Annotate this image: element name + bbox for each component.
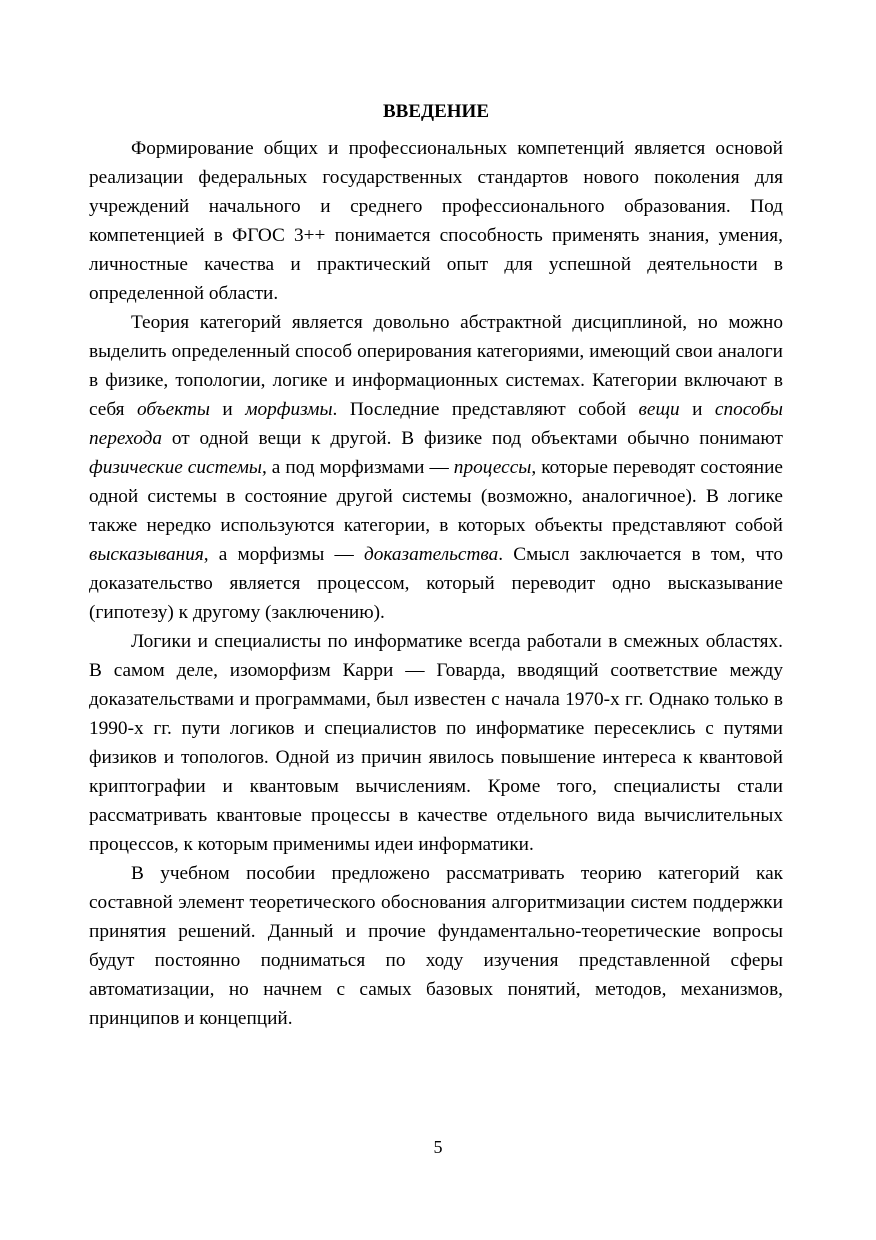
term-things: вещи [638, 399, 680, 420]
paragraph-text: , а морфизмы — [203, 544, 364, 565]
term-morphisms: морфизмы [245, 399, 333, 420]
term-processes: процессы [453, 457, 532, 478]
term-proofs: доказательства [363, 544, 499, 565]
term-statements: высказывания [89, 544, 204, 565]
term-objects: объекты [137, 399, 210, 420]
section-title: ВВЕДЕНИЕ [383, 101, 489, 122]
paragraph-2 [89, 308, 783, 627]
paragraph-1 [89, 134, 783, 308]
paragraph-text: Логики и специалисты по информатике всегда работали в смежных областях. В самом деле, изоморфизм Карри — Говарда, вводящий соответствие между доказательствами и программами, был известен с начала 1970-х гг. Однако только в 1990-х гг. пути логиков и специалистов по информатике пересеклись с путями физиков и топологов. Одной из причин явилось повышение интереса к квантовой криптографии и квантовым вычислениям. Кроме того, специалисты стали рассматривать квантовые процессы в качестве отдельного вида вычислительных процессов, к которым применимы идеи информатики. [89, 631, 783, 855]
paragraph-text: . Смысл заключается в том, что доказательство является процессом, который переводит одно высказывание (гипотезу) к другому (заключению). [89, 544, 783, 623]
page-number: 5 [433, 1137, 443, 1157]
paragraph-3 [89, 627, 783, 859]
paragraph-text: В учебном пособии предложено рассматривать теорию категорий как составной элемент теоретического обоснования алгоритмизации систем поддержки принятия решений. Данный и прочие фундаментально-теоретические вопросы будут постоянно подниматься по ходу изучения представленной сферы автоматизации, но начнем с самых базовых понятий, методов, механизмов, принципов и концепций. [89, 863, 783, 1029]
paragraph-4 [89, 859, 783, 1033]
paragraph-text: и [209, 399, 246, 420]
paragraph-text: , которые переводят состояние одной системы в состояние другой системы (возможно, аналогичное). В логике также нередко используются категории, в которых объекты представляют собой [89, 457, 783, 536]
term-transition-methods: способы перехода [89, 399, 783, 449]
paragraph-text: , а под морфизмами — [261, 457, 454, 478]
term-physical-systems: физические системы [89, 457, 262, 478]
paragraph-text: от одной вещи к другой. В физике под объектами обычно понимают [162, 428, 783, 449]
paragraph-text: . Последние представляют собой [332, 399, 639, 420]
document-page [89, 98, 783, 1033]
paragraph-text: и [679, 399, 715, 420]
paragraph-text: Формирование общих и профессиональных компетенций является основой реализации федеральных государственных стандартов нового поколения для учреждений начального и среднего профессионального образования. Под компетенцией в ФГОС 3++ понимается способность применять знания, умения, личностные качества и практический опыт для успешной деятельности в определенной области. [89, 138, 783, 304]
paragraph-text: Теория категорий является довольно абстрактной дисциплиной, но можно выделить определенный способ оперирования категориями, имеющий свои аналоги в физике, топологии, логике и информационных системах. Категории включают в себя [89, 312, 783, 420]
